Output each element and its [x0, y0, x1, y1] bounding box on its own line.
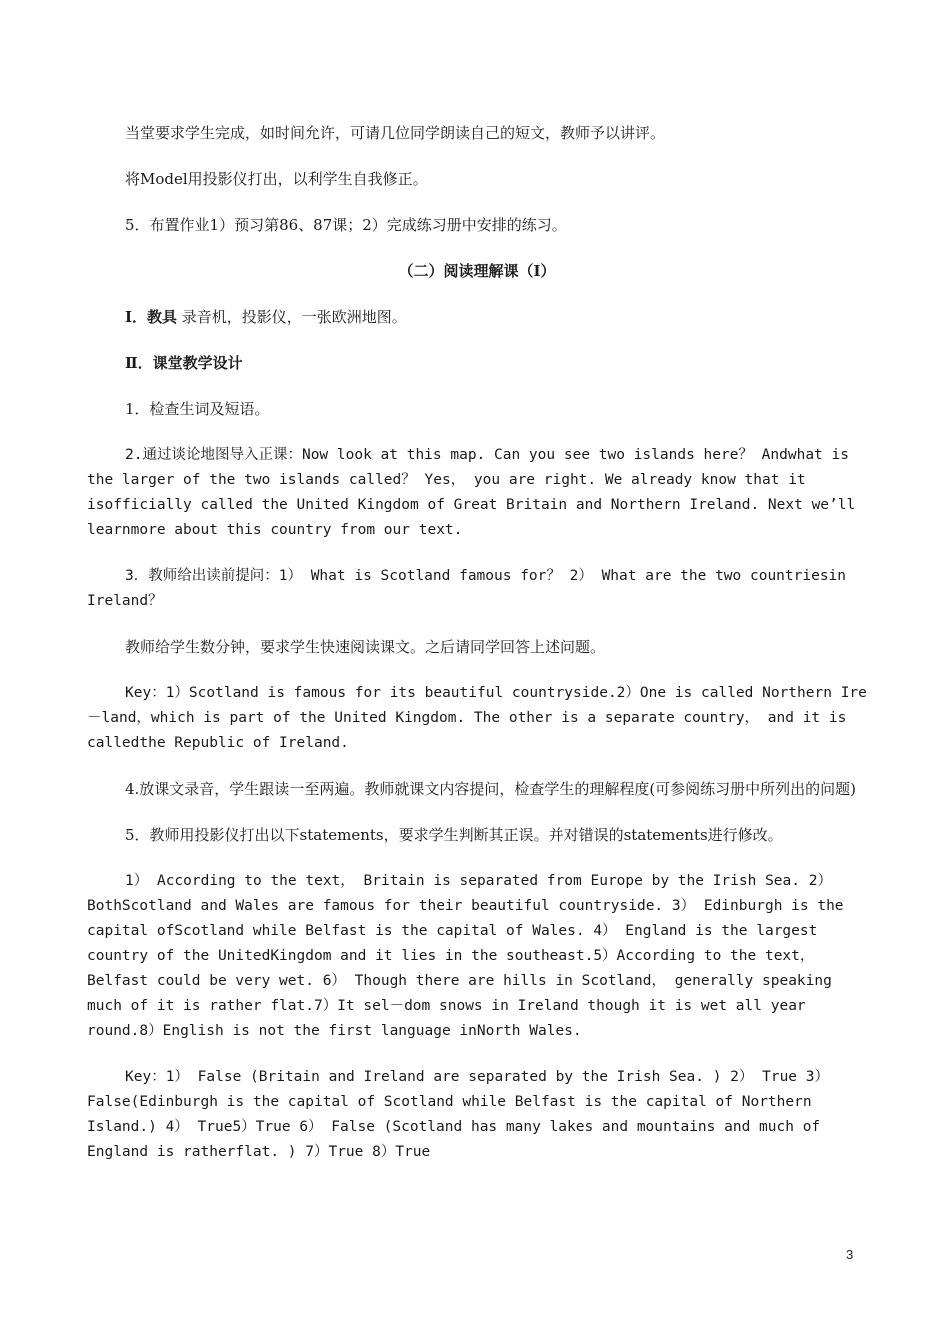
paragraph-step-2: 2.通过谈论地图导入正课：Now look at this map. Can you see two islands here？ Andwhat is the larger of the two islands called？ Yes， you are right. We already know that it isofficially called the United Kingdom of Great Britain and Northern Ireland. Next we’ll learnmore about this country from our text.	[87, 447, 856, 538]
paragraph-statements: 1） According to the text， Britain is separated from Europe by the Irish Sea. 2）BothScotland and Wales are famous for their beautiful countryside. 3） Edinburgh is the capital ofScotland while Belfast is the capital of Wales. 4） England is the largest country of the UnitedKingdom and it lies in the southeast.5）According to the text，Belfast could be very wet. 6） Though there are hills in Scotland， generally speaking much of it is rather flat.7）It sel－dom snows in Ireland though it is wet all year round.8）English is not the first language inNorth Wales.	[87, 873, 844, 1039]
teaching-aids-text: 录音机，投影仪，一张欧洲地图。	[177, 308, 407, 326]
paragraph-step-1: 1．检查生词及短语。	[125, 400, 270, 418]
section-heading: （二）阅读理解课（Ⅰ）	[398, 262, 556, 280]
paragraph-teaching-aids	[87, 305, 867, 330]
teaching-aids-label: Ⅰ．教具	[125, 308, 178, 326]
document-body	[87, 121, 867, 1186]
paragraph-homework: 5．布置作业1）预习第86、87课；2）完成练习册中安排的练习。	[125, 216, 567, 234]
paragraph-step-5: 5．教师用投影仪打出以下statements，要求学生判断其正误。并对错误的statements进行修改。	[125, 826, 783, 844]
paragraph-key-2: Key：1） False (Britain and Ireland are separated by the Irish Sea. ) 2） True 3）False(Edinburgh is the capital of Scotland while Belfast is the capital of Northern Island.) 4） True5）True 6） False (Scotland has many lakes and mountains and much of England is ratherflat. ) 7）True 8）True	[87, 1069, 830, 1160]
paragraph-model-projection: 将Model用投影仪打出，以利学生自我修正。	[125, 170, 428, 188]
paragraph-step-4: 4.放课文录音，学生跟读一至两遍。教师就课文内容提问，检查学生的理解程度(可参阅练习册中所列出的问题)	[125, 780, 857, 798]
paragraph-key-1: Key：1）Scotland is famous for its beautiful countryside.2）One is called Northern Ire－land，which is part of the United Kingdom. The other is a separate country， and it is calledthe Republic of Ireland.	[87, 685, 867, 751]
paragraph-step-3: 3．教师给出读前提问：1） What is Scotland famous for？ 2） What are the two countriesin Ireland？	[87, 568, 847, 609]
paragraph-fast-reading: 教师给学生数分钟，要求学生快速阅读课文。之后请同学回答上述问题。	[125, 638, 606, 656]
paragraph-lesson-design-title: Ⅱ．课堂教学设计	[125, 354, 243, 372]
paragraph-assignment-intro: 当堂要求学生完成，如时间允许，可请几位同学朗读自己的短文，教师予以讲评。	[125, 124, 666, 142]
page-number: 3	[846, 1247, 854, 1262]
